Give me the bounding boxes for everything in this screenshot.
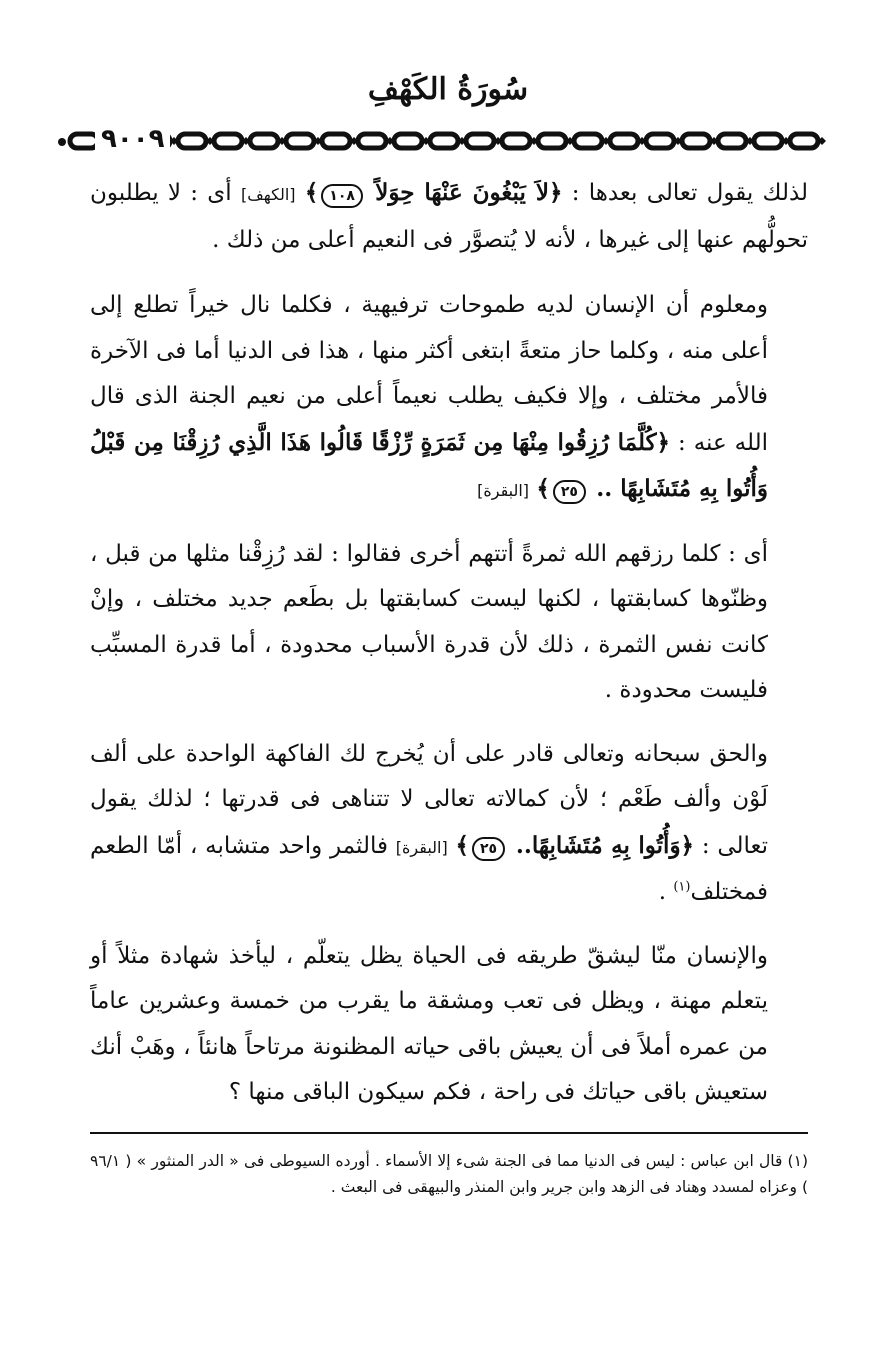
p5-text: والإنسان منّا ليشقّ طريقه فى الحياة يظل يتعلّم ، ليأخذ شهادة مثلاً أو يتعلم مهنة ، ويظل فى تعب ومشقة ما يقرب من خمسة وعشرين عاماً من عمره أملاً فى أن يعيش باقى حياته المظنونة مرتاحاً هانئاً ، وهَبْ أنك ستعيش باقى حياتك فى راحة ، فكم سيكون الباقى منها ؟ [90,942,768,1105]
footnote [90,1148,808,1200]
chain-link [70,134,98,148]
chain-link [682,134,710,148]
surah-title: سُورَةُ الكَهْفِ [367,72,529,107]
p1-verse: ﴿لاَ يَبْغُونَ عَنْهَا حِوَلاً [375,179,563,206]
chain-link [358,134,386,148]
chain-link [322,134,350,148]
footnote-reference[interactable]: (١) [673,879,691,895]
paragraph-5 [90,934,808,1116]
surah-reference-baqarah: [البقرة] [477,481,530,500]
verse-close: ﴾ [304,179,319,206]
chain-link [754,134,782,148]
ayah-number-108: ١٠٨ [321,184,363,208]
p2-text: ومعلوم أن الإنسان لديه طموحات ترفيهية ، فكلما نال خيراً تطلع إلى أعلى منه ، وكلما حاز متعةً ابتغى أكثر منها ، هذا فى الدنيا أما فى الآخرة فالأمر مختلف ، وإلا فكيف يطلب نعيماً أعلى من نعيم الجنة الذى قال الله عنه : [90,292,768,456]
paragraph-1 [90,170,808,263]
surah-reference-kahf: [الكهف] [240,185,296,204]
p2-verse: ﴿كُلَّمَا رُزِقُوا مِنْهَا مِن ثَمَرَةٍ رِّزْقًا قَالُوا هَذَا الَّذِي رُزِقْنَا مِن قَبْلُ وَأُتُوا بِهِ مُتَشَابِهًا .. [90,428,768,502]
chain-link [790,134,818,148]
p1-intro: لذلك يقول تعالى بعدها : [571,180,809,206]
chain-link [430,134,458,148]
chain-link [466,134,494,148]
p4-verse: ﴿وَأُتُوا بِهِ مُتَشَابِهًا.. [515,831,695,859]
ayah-number-25: ٢٥ [472,837,505,861]
paragraph-4 [90,732,808,916]
p4-end: . [658,879,667,905]
p1-rest: أى : لا يطلبون تحولُّهم عنها إلى غيرها ، لأنه لا يُتصوَّر فى النعيم أعلى من ذلك . [90,180,808,253]
ornament-chain-divider [60,128,830,154]
chain-link [250,134,278,148]
footnote-text: (١) قال ابن عباس : ليس فى الدنيا مما فى الجنة شىء إلا الأسماء . أورده السيوطى فى « الدر المنثور » ( ٩٦/١ ) وعزاه لمسدد وهناد فى الزهد وابن جرير وابن المنذر والبيهقى فى البعث . [90,1152,808,1196]
footnote-divider [90,1132,808,1134]
chain-link [502,134,530,148]
chain-link [574,134,602,148]
ayah-number-25: ٢٥ [553,480,586,504]
chain-link [610,134,638,148]
chain-link [286,134,314,148]
chain-link [214,134,242,148]
paragraph-3 [90,532,808,714]
verse-close: ﴾ [536,475,550,502]
chain-link [718,134,746,148]
page-dot [58,138,66,146]
p3-text: أى : كلما رزقهم الله ثمرةً أتتهم أخرى فقالوا : لقد رُزِقْنا مثلها من قبل ، وظنّوها كسابقتها ، لكنها ليست كسابقتها بل بطَعم جديد مختلف ، وإنْ كانت نفس الثمرة ، ذلك لأن قدرة الأسباب محدودة ، أما قدرة المسبِّب فليست محدودة . [90,540,768,703]
page-number: ٩٠٠٩ [95,124,170,154]
chain-link [394,134,422,148]
p4-text: والحق سبحانه وتعالى قادر على أن يُخرج لك الفاكهة الواحدة على ألف لَوْن وألف طَعْم ؛ لأن كمالاته تعالى لا تتناهى فى قدرتها ؛ لذلك يقول تعالى : [90,740,769,859]
chain-link [646,134,674,148]
surah-reference-baqarah: [البقرة] [395,837,448,857]
paragraph-2 [90,283,808,514]
p4-rest: فالثمر واحد متشابه ، أمّا الطعم فمختلف [90,832,768,905]
chain-link [178,134,206,148]
verse-close: ﴾ [455,831,469,859]
chain-link [538,134,566,148]
page-body [90,170,808,1134]
